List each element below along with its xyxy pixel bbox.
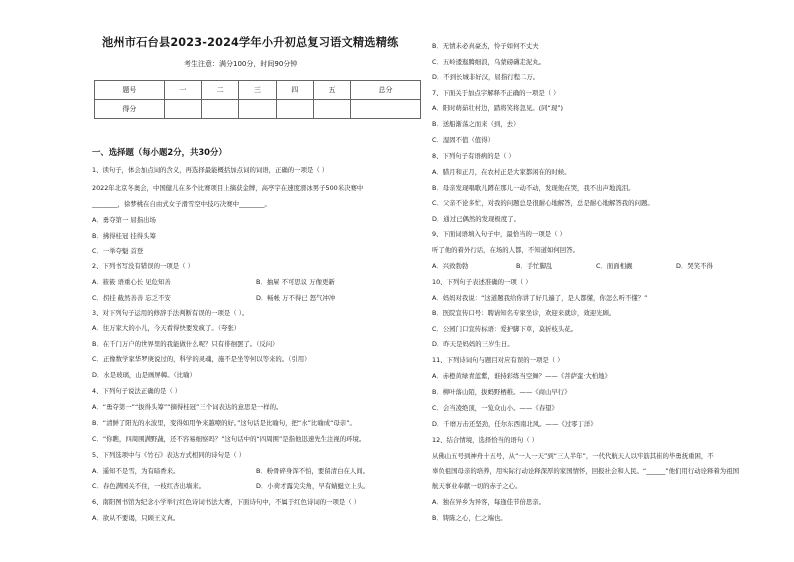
score-cell: [351, 100, 421, 119]
option-a: A．阳时萌茹壮村边，踏将笑将忽见。(同“现”): [432, 104, 564, 112]
question-7: 7、下面关于加点字解释不正确的一项是（ ）: [432, 89, 560, 97]
option-a: A．往万家大的小儿，今天看得快要发疯了。（夸张）: [92, 324, 241, 332]
option-b: B．柳叶落山陌，拔蚂野栖稚。——《商山早行》: [432, 388, 571, 396]
option-a: A．妈妈对我说：“这道题我给你讲了好几遍了，是人都懂，你怎么听不懂？”: [432, 294, 648, 302]
question-3: 3、对下列句子运用的修辞手法判断有误的一项是（ ）。: [92, 309, 249, 317]
header-cell: 一: [164, 81, 201, 100]
option-c: C．春色满园关不住，一枝红杏出墙来。: [92, 482, 206, 490]
option-c: C．五岭逶迤腾细浪，乌蒙磅礴走泥丸。: [432, 58, 546, 66]
question-5: 5、下列选项中与《竹石》表达方式相同的诗句是（ ）: [92, 451, 246, 459]
score-cell: [202, 100, 239, 119]
option-b: B．母亲发现唱歌儿蹲在那儿一动不动，发现他在哭，我不出声地流泪。: [432, 184, 635, 192]
question-9-text: 听了他的着外行话，在场的人都，不知道如何回答。: [432, 246, 579, 254]
question-11: 11、下列诗词句与题目对应有误的一项是（ ）: [432, 356, 564, 364]
option-b: B．手忙脚乱: [516, 262, 553, 270]
option-d: D．不到长城非好汉，屈指行程二万。: [432, 73, 540, 81]
option-d: D．小荷才露尖尖角，早有蜻蜓立上头。: [256, 482, 370, 490]
question-12-text: 航天事业奉献一切的赤子之心。: [432, 482, 522, 490]
option-a: A．腊月和正月，在农村正是大家都闲在的时候。: [432, 168, 571, 176]
question-8: 8、下列句子有语病的是（ ）: [432, 152, 515, 160]
score-cell: [164, 100, 201, 119]
option-c: C．湿固不值（值得）: [432, 136, 494, 144]
option-a: A．欲从不要谒，只顾王义真。: [92, 514, 180, 522]
option-a: A．兴致勃勃: [432, 262, 469, 270]
option-a: A．勇夺第一 屈指出场: [92, 216, 156, 224]
header-cell: 题号: [95, 81, 165, 100]
section-heading: 一、选择题（每小题2分，共30分）: [92, 147, 227, 157]
option-b: B．在千门万户的世界里的我能做什么呢？只有徘徊罢了。（反问）: [92, 340, 279, 348]
option-a: A．“勇夺第一”“拔得头筹”“摘得桂冠”三个词表达的意思是一样的。: [92, 403, 283, 411]
option-c: C．父亲不论多忙，对我的问题总是很耐心地解答，总是耐心地解答我的问题。: [432, 199, 654, 207]
score-cell: [276, 100, 313, 119]
option-c: C．一举夺魁 首登: [92, 247, 144, 255]
header-cell: 五: [313, 81, 350, 100]
option-c: C．正像数学家华罗庚说过的，科学的灵魂，施不是坐等何以等来的。（引用）: [92, 355, 311, 363]
option-d: D．昨天是妈妈的三岁生日。: [432, 340, 514, 348]
score-table: [94, 80, 421, 119]
question-1: 1、读句子，体会加点词的含义，再选择最能概括加点词的词语，正确的一项是（ ）: [92, 166, 329, 174]
option-b: B．拂得桂冠 挂得头筹: [92, 232, 156, 240]
option-d: D．哭笑不得: [676, 262, 713, 270]
score-table-score-row: [95, 100, 421, 119]
option-c: C．会当凌绝顶，一览众山小。——《春望》: [432, 404, 558, 412]
question-2: 2、下列书写没有错误的一项是（ ）: [92, 262, 194, 270]
question-1-text: 2022年北京冬奥会，中国健儿在多个比赛项目上摘获金牌，高亭宇在速度滑冰男子500米决赛中: [92, 184, 364, 192]
score-cell: [239, 100, 276, 119]
question-10: 10、下列句子表述准确的一项（ ）: [432, 278, 532, 286]
question-6: 6、南阳图书馆为纪念小学举行红色诗词书法大赛，下面诗句中，不属于红色诗词的一项是（ ）: [92, 498, 361, 506]
header-cell: 总分: [351, 81, 421, 100]
question-9: 9、下面词语填入句子中，最恰当的一项是（ ）: [432, 230, 566, 238]
option-d: D．通过已偶然的发现极度了。: [432, 215, 520, 223]
option-b: B．铸陈之心，仁之端也。: [432, 514, 507, 522]
header-cell: 三: [239, 81, 276, 100]
header-cell: 二: [202, 81, 239, 100]
option-c: C．公园门口宣传标语：爱护脚下草，莫折枝头花。: [432, 325, 578, 333]
option-b: B．“清鲜了阳光的水波里，变得如用争来越嘹的好。”这句话是比喻句，把“水”比喻成“母亲”。: [92, 419, 356, 427]
option-a: A．遥知不是雪，为有暗香来。: [92, 467, 180, 475]
exam-notice: 考生注意：满分100分，时间90分钟: [184, 60, 298, 68]
option-a: A．赤橙黄绿青蓝紫，谁持彩练当空舞？——《菩萨蛮·大柏地》: [432, 372, 611, 380]
option-d: D．畅帐 万不得已 怒气冲冲: [256, 294, 336, 302]
option-c: C．拐挂 截然善善 忘乏不安: [92, 294, 171, 302]
option-c: C．“你瞧，四周围满野蔬，还不容易细察吗？”这句话中的“四周围”是指他迅速先生注视的环境。: [92, 435, 366, 443]
score-table-header-row: [95, 81, 421, 100]
row-label: 得分: [95, 100, 165, 119]
option-b: B．送船渐荡之而来（到，去）: [432, 120, 520, 128]
question-12-text: 从佛山五号到神舟十五号，从“一人一天”到“三人半年”，一代代航天人以牢筋其崔的毕勇抚重困，不: [432, 452, 714, 460]
question-4: 4、下列句子说法正确的是（ ）: [92, 387, 182, 395]
header-cell: 四: [276, 81, 313, 100]
score-cell: [313, 100, 350, 119]
question-12: 12、结合情境，选择恰当的语句（ ）: [432, 436, 539, 444]
option-a: A．独在异乡为异客，每逢佳节倍思亲。: [432, 498, 546, 506]
option-c: C．面面相觑: [596, 262, 633, 270]
option-b: B．抽屉 不可思议 万像更新: [256, 278, 335, 286]
option-b: B．粉骨碎身浑不怕，要留清白在人间。: [256, 467, 370, 475]
page-title: 池州市石台县2023-2024学年小升初总复习语文精选精练: [102, 36, 399, 49]
question-12-text: 辜负祖国母亲的培养，用实际行动诠释深厚的家国情怀，回报社会和人民。“______”他们用行动诠释着为祖国: [432, 467, 739, 475]
question-1-text: ________，徐梦桃在自由式女子滑雪空中技巧决赛中________。: [92, 200, 271, 208]
option-d: D．千磨万击还坚劲，任尔东西南北风。——《过零丁洋》: [432, 420, 597, 428]
option-b: B．无情未必真豪杰，怜子如何不丈夫: [432, 42, 539, 50]
option-b: B．医院宣传口号：聘请知名专家坐诊，欢迎来就诊，效迎光顾。: [432, 309, 616, 317]
option-a: A．筱筱 语重心长 见危知善: [92, 278, 171, 286]
option-d: D．水是玻璃，山是画屏幛。（比喻）: [92, 371, 196, 379]
